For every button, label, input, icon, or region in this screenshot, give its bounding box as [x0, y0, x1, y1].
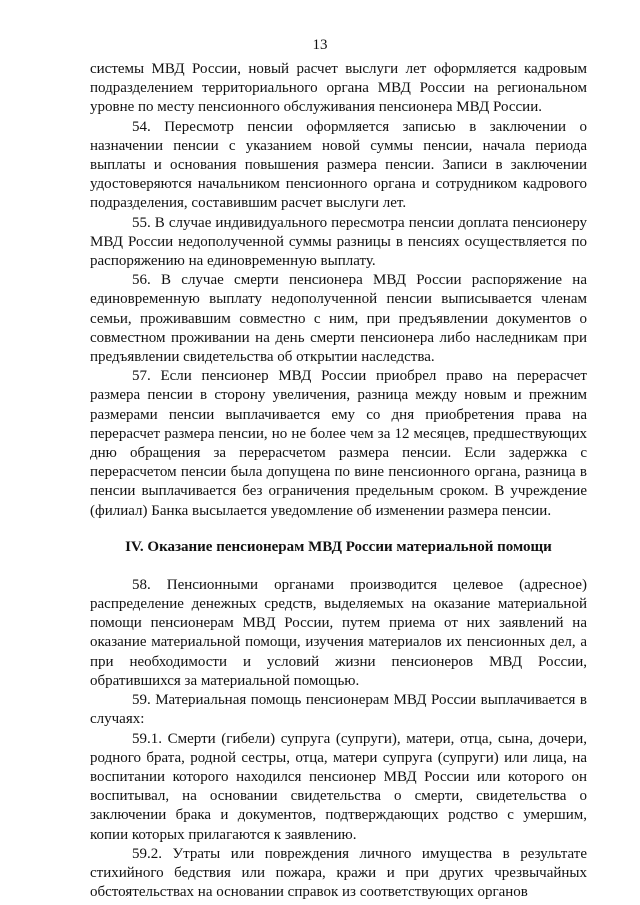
paragraph-57: 57. Если пенсионер МВД России приобрел право на перерасчет размера пенсии в сторону увеличения, разница между новым и прежним размерами пенсии выплачивается ему со дня приобретения права на перерасчет размера пенсии, но не более чем за 12 месяцев, предшествующих дню обращения за перерасчетом размера пенсии. Если задержка с перерасчетом пенсии была допущена по вине пенсионного органа, разница в пенсии выплачивается без ограничения предельным сроком. В учреждение (филиал) Банка высылается уведомление об изменении размера пенсии.: [90, 368, 587, 519]
paragraph-58: 58. Пенсионными органами производится целевое (адресное) распределение денежных средств, выделяемых на оказание материальной помощи пенсионерам МВД России, путем приема от них заявлений на оказание материальной помощи, изучения материалов их пенсионных дел, а при необходимости и условий жизни пенсионеров МВД России, обратившихся за материальной помощью.: [90, 576, 587, 689]
paragraph-55: 55. В случае индивидуального пересмотра пенсии доплата пенсионеру МВД России недополученной суммы разницы в пенсиях осуществляется по распоряжению на единовременную выплату.: [90, 214, 587, 270]
paragraph-56: 56. В случае смерти пенсионера МВД России распоряжение на единовременную выплату недополученной пенсии выписывается членам семьи, проживавшим совместно с ним, при предъявлении документов о совместном проживании на день смерти пенсионера либо наследникам при предъявлении свидетельства об открытии наследства.: [90, 272, 587, 366]
paragraph-54: 54. Пересмотр пенсии оформляется записью в заключении о назначении пенсии с указанием новой суммы пенсии, начала периода выплаты и основания повышения размера пенсии. Записи в заключении удостоверяются начальником пенсионного органа и сотрудником кадрового подразделения, составившим расчет выслуги лет.: [90, 118, 587, 212]
paragraph-continuation: системы МВД России, новый расчет выслуги лет оформляется кадровым подразделением территориального органа МВД России на региональном уровне по месту пенсионного обслуживания пенсионера МВД России.: [90, 61, 587, 116]
paragraph-59-1: 59.1. Смерти (гибели) супруга (супруги), матери, отца, сына, дочери, родного брата, родной сестры, отца, матери супруга (супруги) или лица, на воспитании которого находился пенсионер МВД России или которого он воспитывал, на основании свидетельства о смерти, свидетельства о заключении брака и документов, подтверждающих родство с умершим, копии которых прилагаются к заявлению.: [90, 730, 587, 843]
paragraph-59: 59. Материальная помощь пенсионерам МВД России выплачивается в случаях:: [90, 692, 587, 728]
paragraph-59-2: 59.2. Утраты или повреждения личного имущества в результате стихийного бедствия или пожара, кражи и при других чрезвычайных обстоятельствах на основании справок из соответствующих органов: [90, 845, 587, 901]
document-body: [90, 60, 587, 902]
section-heading: IV. Оказание пенсионерам МВД России материальной помощи: [125, 538, 552, 555]
page-number: 13: [312, 37, 328, 53]
